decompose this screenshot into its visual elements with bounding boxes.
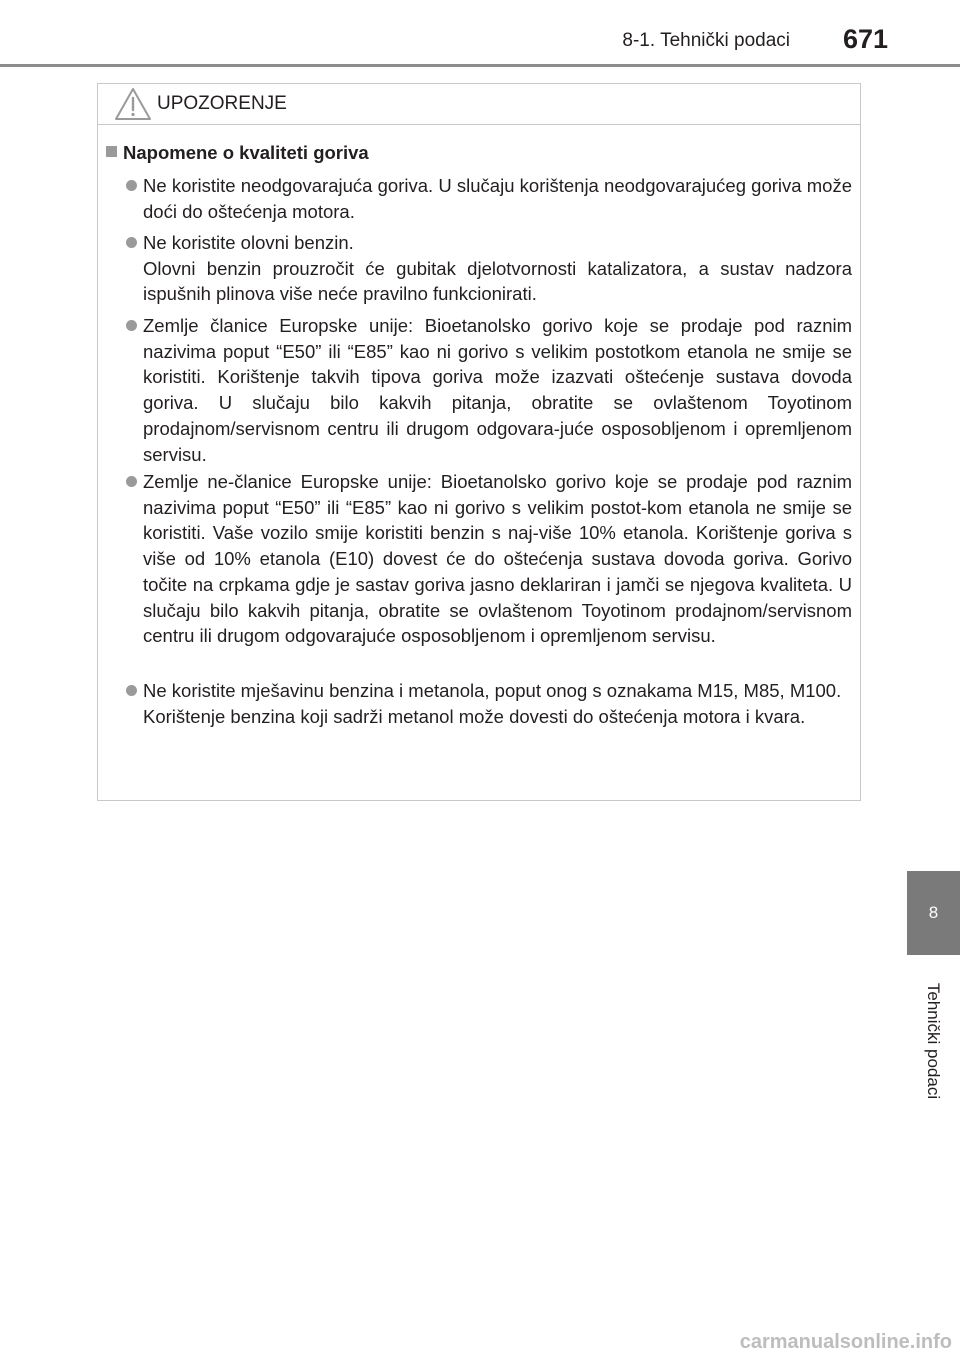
round-bullet-icon (126, 320, 137, 331)
chapter-tab: 8 (907, 871, 960, 955)
list-item-text: Olovni benzin prouzročit će gubitak djelotvornosti katalizatora, a sustav nadzora ispušnih plinova više neće pravilno funkcionirati. (143, 257, 852, 305)
square-bullet-icon (106, 146, 117, 157)
warning-triangle-icon (114, 87, 152, 121)
list-item-text: Korištenje benzina koji sadrži metanol može dovesti do oštećenja motora i kvara. (143, 705, 806, 727)
list-item (143, 678, 852, 729)
round-bullet-icon (126, 685, 137, 696)
list-item-text: Zemlje ne-članice Europske unije: Bioetanolsko gorivo koje se prodaje pod raznim nazivima poput “E50” ili “E85” kao ni gorivo s velikim postot-kom etanola ne smije se koristiti. Vaše vozilo smije koristiti benzin s naj-više 10% etanola. Korištenje goriva s više od 10% etanola (E10) dovest će do oštećenja sustava dovoda goriva. Gorivo točite na crpkama gdje je sastav goriva jasno deklariran i jamči se njegova kvaliteta. U slučaju bilo kakvih pitanja, obratite se ovlaštenom Toyotinom prodajnom/servisnom centru ili drugom odgovarajuće osposobljenom i opremljenom servisu. (143, 471, 852, 647)
chapter-label (900, 962, 960, 1120)
list-item-text: Ne koristite neodgovarajuća goriva. U slučaju korištenja neodgovarajućeg goriva može doći do oštećenja motora. (143, 175, 852, 222)
warning-header (98, 84, 860, 125)
list-item (143, 230, 852, 307)
chapter-label-text: Tehnički podaci (924, 982, 943, 1100)
round-bullet-icon (126, 476, 137, 487)
round-bullet-icon (126, 237, 137, 248)
section-title: 8-1. Tehnički podaci (622, 30, 790, 51)
section-heading-text: Napomene o kvaliteti goriva (123, 142, 369, 163)
list-item-text: Zemlje članice Europske unije: Bioetanolsko gorivo koje se prodaje pod raznim nazivima poput “E50” ili “E85” kao ni gorivo s velikim postotkom etanola ne smije se koristiti. Korištenje takvih tipova goriva može izazvati oštećenje sustava dovoda goriva. U slučaju bilo kakvih pitanja, obratite se ovlaštenom Toyotinom prodajnom/servisnom centru ili drugom odgovara-juće osposobljenom i opremljenom servisu. (143, 315, 852, 465)
list-item (143, 173, 852, 224)
watermark: carmanualsonline.info (739, 1331, 952, 1353)
warning-box (97, 83, 861, 801)
section-heading (106, 142, 369, 164)
page-number: 671 (842, 24, 888, 54)
header-rule (0, 64, 960, 67)
list-item (143, 469, 852, 649)
round-bullet-icon (126, 180, 137, 191)
list-item (143, 313, 852, 467)
list-item-text: Ne koristite mješavinu benzina i metanola, poput onog s oznakama M15, M85, M100. (143, 680, 842, 701)
list-item-text: Ne koristite olovni benzin. (143, 232, 354, 253)
warning-title: UPOZORENJE (157, 93, 287, 114)
